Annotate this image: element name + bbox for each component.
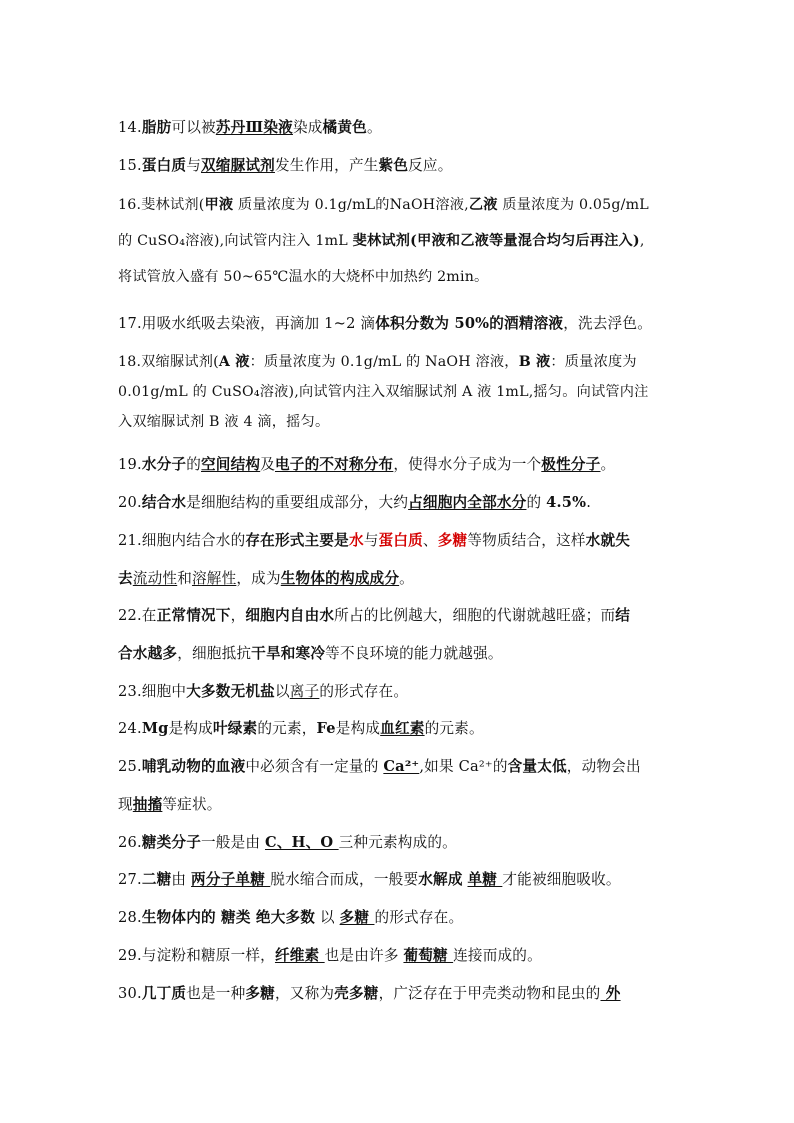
list-item	[118, 528, 630, 592]
term: 双缩脲试剂	[201, 157, 275, 174]
term: 离子	[289, 683, 320, 700]
list-item	[118, 115, 382, 141]
text: 21.细胞内结合水的	[118, 532, 246, 549]
term: 壳多糖	[334, 985, 379, 1002]
text: 等不良环境的能力就越强。	[325, 645, 503, 662]
term: 生物体内的 糖类 绝大多数	[141, 909, 316, 926]
text: 质量浓度为 0.1g/mL的NaOH溶液,	[233, 197, 469, 213]
text: 与	[186, 157, 201, 174]
term: 正常情况下	[156, 607, 231, 624]
text: 20.	[118, 494, 142, 511]
term: 极性分子	[541, 456, 601, 473]
term: 去	[118, 570, 133, 587]
term: 水就失	[585, 532, 631, 549]
text: 染成	[292, 119, 323, 136]
text: 29.与淀粉和糖原一样，	[118, 947, 275, 964]
list-item	[118, 153, 453, 179]
term: (甲液和乙液等量混合均匀后再注入)	[410, 233, 640, 249]
text: 16.斐林试剂(	[118, 197, 205, 213]
text: 22.在	[118, 607, 157, 624]
text: 的 CuSO₄溶液),向试管内注入 1mL	[118, 233, 353, 249]
list-item	[118, 716, 484, 742]
term: 纤维素	[274, 947, 325, 964]
term: 溶解性	[191, 570, 237, 587]
text: 。	[366, 119, 382, 136]
text: 及	[260, 456, 275, 473]
term: 甲液	[204, 197, 234, 213]
text: 的形式存在。	[374, 909, 464, 926]
text: ，使得水分子成为一个	[393, 456, 542, 473]
text: 脱水缩合而成，一般要	[270, 871, 419, 888]
text: 三种元素构成的。	[338, 834, 457, 851]
text: 0.01g/mL 的 CuSO₄溶液),向试管内注入双缩脲试剂 A 液 1mL,摇匀。向试管内注	[118, 384, 649, 400]
text: ,	[639, 233, 645, 249]
list-item	[118, 981, 621, 1007]
list-item	[118, 490, 591, 516]
text: 24.	[118, 720, 142, 737]
list-item	[118, 603, 630, 667]
text: 现	[118, 796, 133, 813]
term: 多糖	[437, 532, 468, 549]
text: 也是由许多	[324, 947, 404, 964]
list-item	[118, 679, 408, 705]
term: 蛋白质	[141, 157, 187, 174]
term: 生物体的构成成分	[280, 570, 400, 587]
term: 体积分数为 50%的酒精溶液	[375, 315, 564, 332]
text: 的元素。	[424, 720, 484, 737]
list-item	[118, 943, 542, 969]
text: 的元素，	[257, 720, 317, 737]
text: 可以被	[171, 119, 216, 136]
text: ，	[230, 607, 246, 624]
term: 葡萄糖	[403, 947, 454, 964]
text: ，广泛存在于甲壳类动物和昆虫的	[378, 985, 601, 1002]
term: 二糖	[141, 871, 172, 888]
text: 30.	[118, 985, 142, 1002]
list-item	[118, 754, 641, 818]
text: 入双缩脲试剂 B 液 4 滴，摇匀。	[118, 414, 330, 430]
text: 将试管放入盛有 50~65℃温水的大烧杯中加热约 2min。	[118, 269, 489, 285]
text: 25.	[118, 758, 142, 775]
term: 两分子单糖	[191, 871, 271, 888]
term: 抽搐	[132, 796, 163, 813]
term: 存在形式主要是	[245, 532, 349, 549]
text: .	[586, 494, 592, 511]
text: 28.	[118, 909, 142, 926]
term: 哺乳动物的血液	[141, 758, 246, 775]
text: ，又称为	[274, 985, 335, 1002]
text: 是构成	[335, 720, 381, 737]
text: ，细胞抵抗	[177, 645, 252, 662]
term: 水	[348, 532, 364, 549]
term: 斐林试剂	[352, 233, 411, 249]
text: 26.	[118, 834, 142, 851]
term: 结合水	[141, 494, 187, 511]
text: 连接而成的。	[453, 947, 542, 964]
term: 干旱和寒冷	[251, 645, 326, 662]
text: ，动物会出	[566, 758, 641, 775]
text: 17.用吸水纸吸去染液，再滴加 1~2 滴	[118, 315, 376, 332]
term: B 液	[518, 354, 551, 370]
term: 电子的不对称分布	[274, 456, 394, 473]
text: 发生作用，产生	[274, 157, 379, 174]
term: 占细胞内全部水分	[408, 494, 527, 511]
text: 所占的比例越大，细胞的代谢就越旺盛；而	[334, 607, 616, 624]
text: 的	[186, 456, 201, 473]
term: 结	[615, 607, 631, 624]
text: 、	[422, 532, 438, 549]
text: 。	[399, 570, 414, 587]
term: 单糖	[467, 871, 503, 888]
text: 等症状。	[162, 796, 222, 813]
text: 中必须含有一定量的	[245, 758, 384, 775]
text: 的	[526, 494, 547, 511]
list-item	[118, 349, 649, 435]
term: Ca²⁺	[383, 758, 420, 775]
text: 以	[315, 909, 340, 926]
list-item	[118, 867, 621, 893]
text: 27.	[118, 871, 142, 888]
term: 4.5%	[546, 494, 587, 511]
list-item	[118, 192, 649, 290]
text: 23.细胞中	[118, 683, 187, 700]
list-item	[118, 311, 652, 337]
text: 由	[171, 871, 192, 888]
list-item	[118, 830, 457, 856]
term: 紫色	[378, 157, 409, 174]
text: ，成为	[236, 570, 281, 587]
text: 等物质结合，这样	[467, 532, 586, 549]
term: 蛋白质	[378, 532, 423, 549]
term: Fe	[316, 720, 336, 737]
text: 和	[177, 570, 192, 587]
text: 。	[600, 456, 616, 473]
term: A 液	[218, 354, 250, 370]
term: 外	[600, 985, 621, 1002]
term: 合水越多	[118, 645, 178, 662]
term: 橘黄色	[322, 119, 367, 136]
text: 一般是由	[201, 834, 266, 851]
term: 流动性	[132, 570, 178, 587]
term: 水分子	[141, 456, 187, 473]
text: 反应。	[408, 157, 453, 174]
item-number: 14.	[118, 119, 142, 136]
term: 多糖	[339, 909, 375, 926]
text: ：质量浓度为	[550, 354, 637, 370]
term: Mg	[141, 720, 169, 737]
text: 才能被细胞吸收。	[502, 871, 621, 888]
term: 叶绿素	[212, 720, 258, 737]
text: 18.双缩脲试剂(	[118, 354, 219, 370]
text: 是构成	[168, 720, 213, 737]
text: 是细胞结构的重要组成部分，大约	[186, 494, 409, 511]
term: 苏丹Ⅲ染液	[215, 119, 293, 136]
text: ，洗去浮色。	[563, 315, 652, 332]
list-item	[118, 452, 615, 478]
text: 的形式存在。	[319, 683, 409, 700]
text: 也是一种	[186, 985, 246, 1002]
term: 含量太低	[507, 758, 567, 775]
text: 19.	[118, 456, 142, 473]
term: 大多数无机盐	[186, 683, 275, 700]
term: 几丁质	[141, 985, 187, 1002]
term: 乙液	[468, 197, 498, 213]
term: 血红素	[380, 720, 425, 737]
item-number: 15.	[118, 157, 142, 174]
term: 脂肪	[141, 119, 172, 136]
term: 水解成	[418, 871, 463, 888]
text: ,如果 Ca²⁺的	[419, 758, 508, 775]
text: 与	[363, 532, 379, 549]
term: 空间结构	[201, 456, 261, 473]
text: 以	[274, 683, 290, 700]
term: 细胞内自由水	[245, 607, 335, 624]
term: 多糖	[245, 985, 275, 1002]
list-item	[118, 905, 463, 931]
term: 糖类分子	[141, 834, 201, 851]
term: C、H、O	[265, 834, 339, 851]
text: 质量浓度为 0.05g/mL	[497, 197, 649, 213]
text: ：质量浓度为 0.1g/mL 的 NaOH 溶液，	[249, 354, 519, 370]
